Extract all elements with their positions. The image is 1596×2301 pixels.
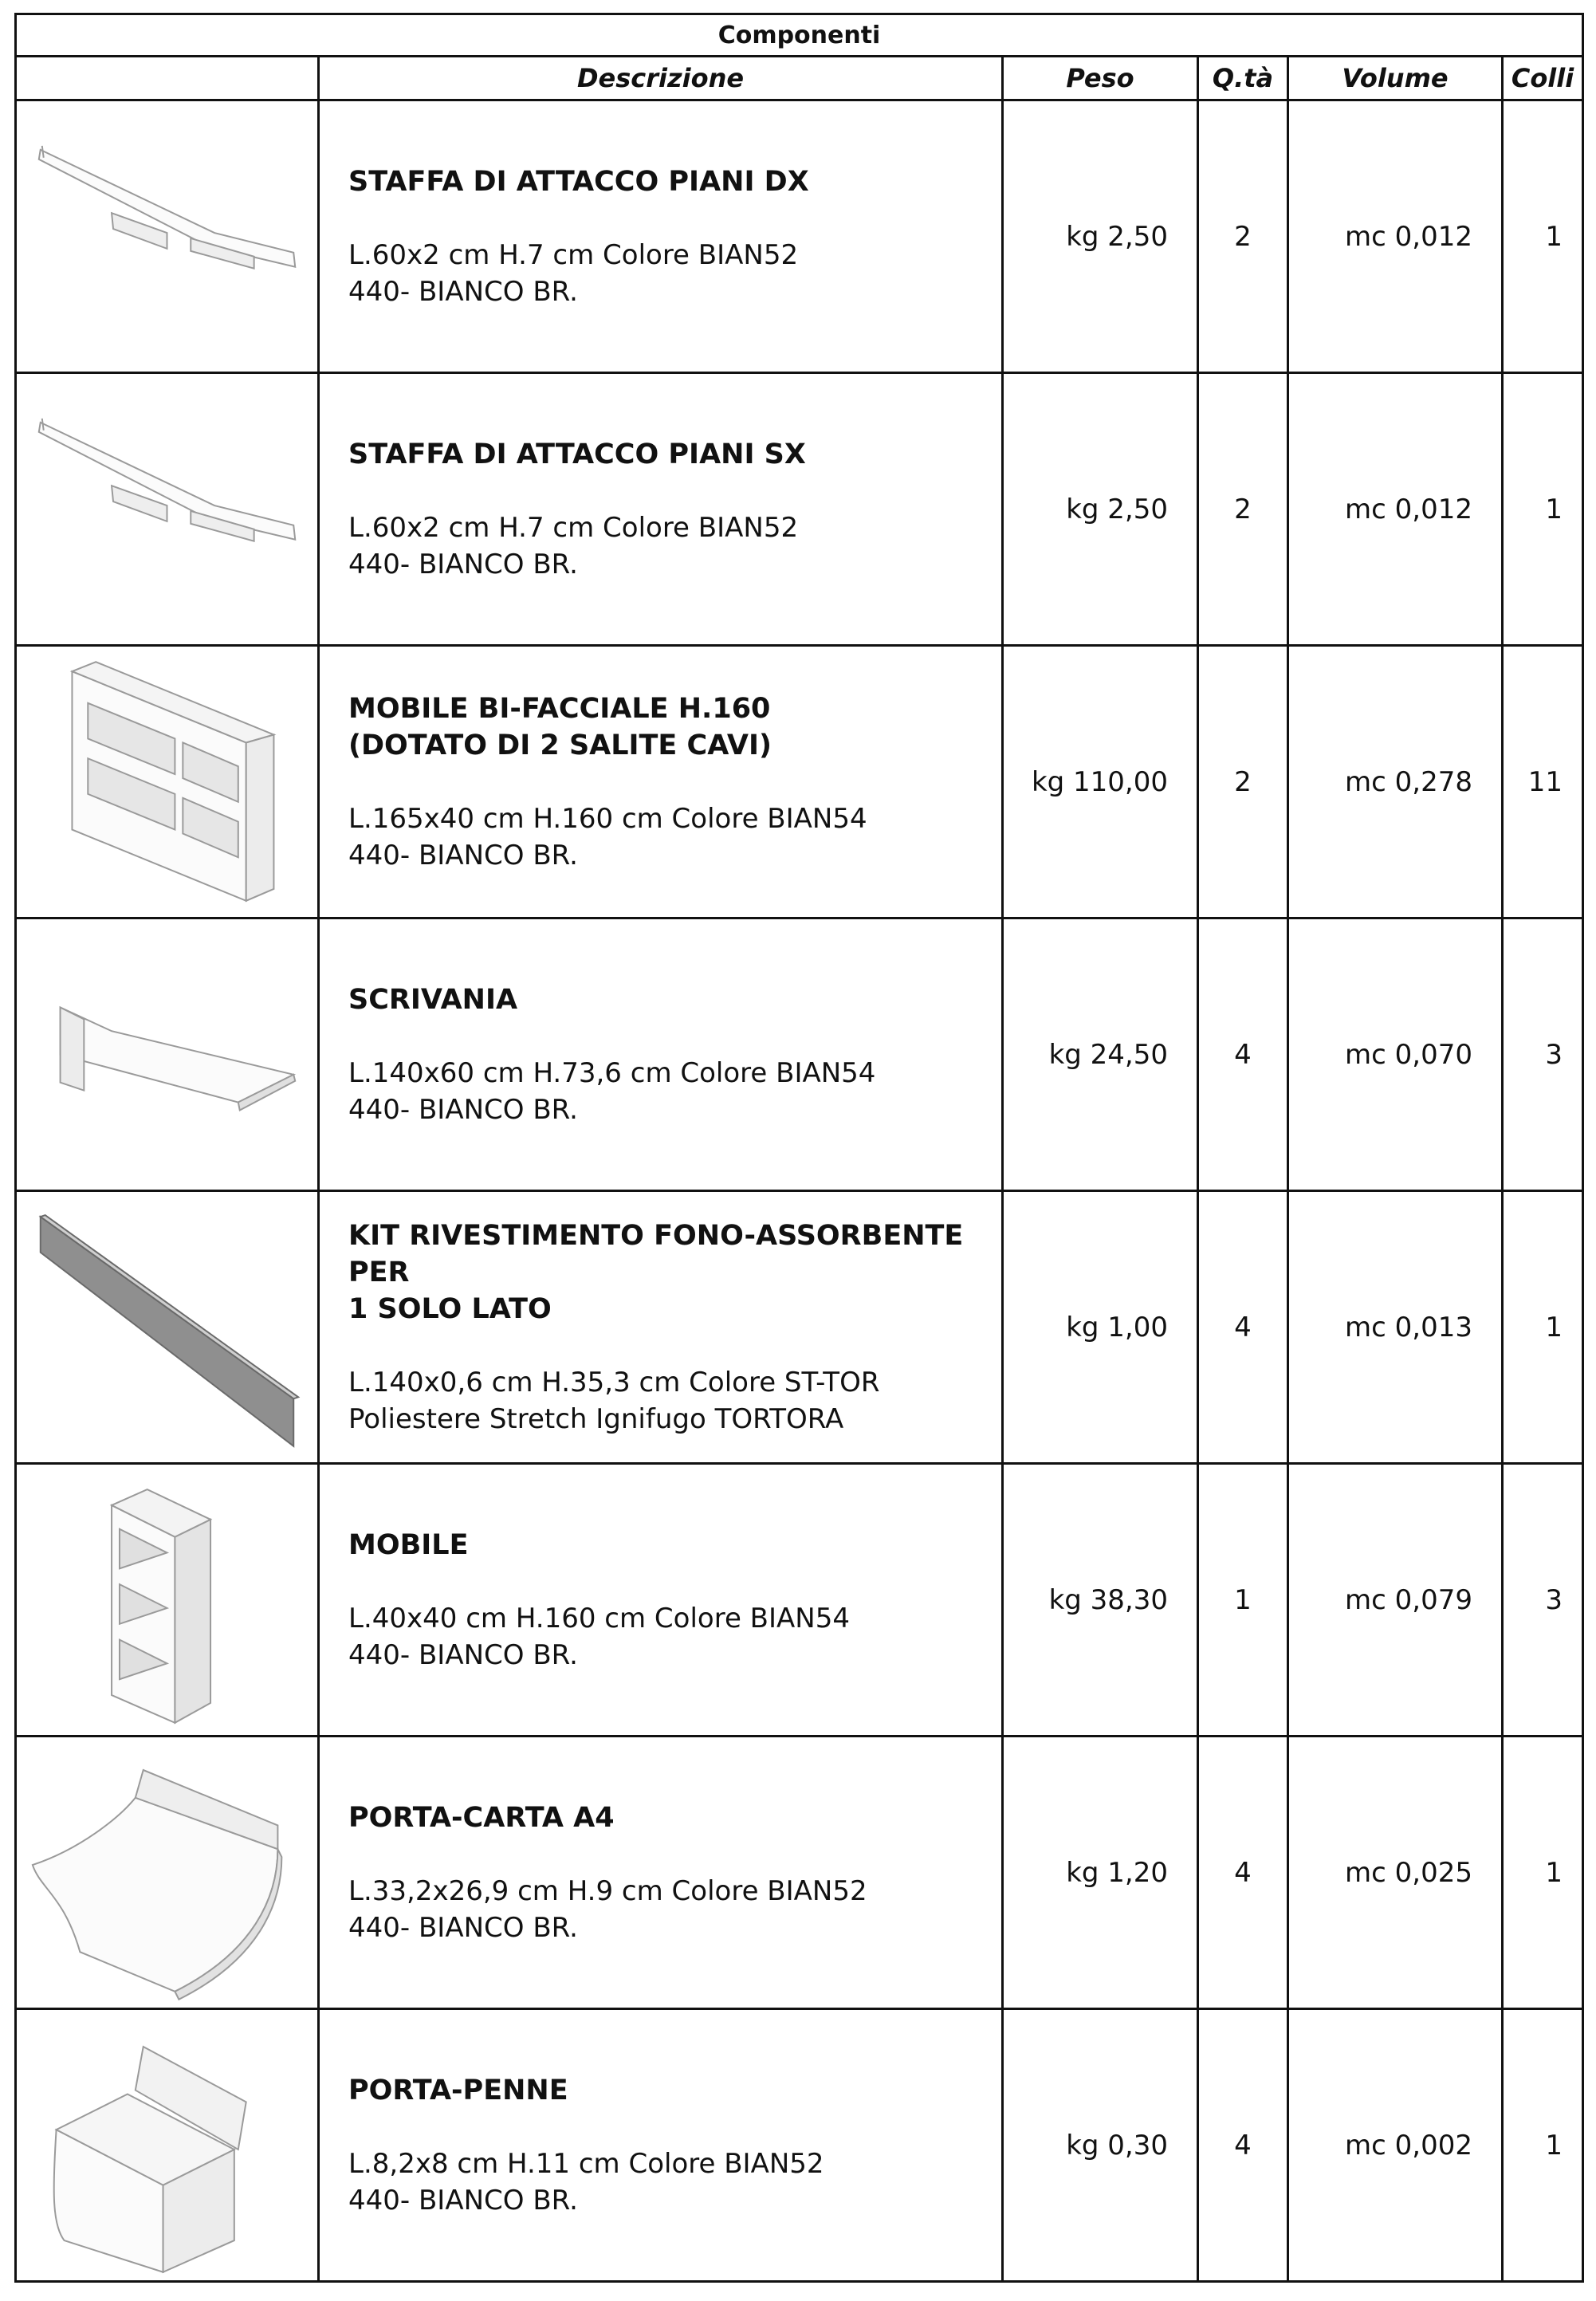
volume-value: mc 0,012	[1288, 373, 1503, 646]
product-name	[348, 436, 985, 473]
product-spec: L.40x40 cm H.160 cm Colore BIAN54	[348, 1602, 850, 1634]
product-spec: L.140x0,6 cm H.35,3 cm Colore ST-TOR	[348, 1366, 880, 1398]
volume-value: mc 0,070	[1288, 918, 1503, 1191]
table-row	[16, 1737, 1583, 2009]
product-finish: Poliestere Stretch Ignifugo TORTORA	[348, 1402, 844, 1435]
product-name-line: KIT RIVESTIMENTO FONO-ASSORBENTE PER	[348, 1219, 964, 1288]
quantity-value: 2	[1198, 646, 1288, 918]
header-volume: Volume	[1288, 57, 1503, 100]
product-image-cell	[16, 1191, 319, 1464]
product-finish: 440- BIANCO BR.	[348, 839, 578, 871]
product-image-cell	[16, 373, 319, 646]
table-header-row	[16, 57, 1583, 100]
quantity-value: 2	[1198, 373, 1288, 646]
product-image-cell	[16, 1737, 319, 2009]
volume-value: mc 0,002	[1288, 2009, 1503, 2282]
product-name	[348, 1527, 985, 1564]
header-weight: Peso	[1003, 57, 1198, 100]
description-cell	[319, 1191, 1003, 1464]
wall-bracket-image	[17, 374, 317, 644]
product-spec: L.33,2x26,9 cm H.9 cm Colore BIAN52	[348, 1874, 867, 1907]
pen-holder-image	[17, 2010, 317, 2280]
weight-value: kg 110,00	[1003, 646, 1198, 918]
product-name-line: PORTA-CARTA A4	[348, 1801, 615, 1834]
product-finish: 440- BIANCO BR.	[348, 275, 578, 308]
packages-value: 1	[1503, 1737, 1583, 2009]
product-finish: 440- BIANCO BR.	[348, 2184, 578, 2216]
volume-value: mc 0,013	[1288, 1191, 1503, 1464]
product-spec: L.8,2x8 cm H.11 cm Colore BIAN52	[348, 2147, 824, 2180]
header-image	[16, 57, 319, 100]
packages-value: 1	[1503, 373, 1583, 646]
acoustic-panel-image	[17, 1192, 317, 1462]
product-finish: 440- BIANCO BR.	[348, 548, 578, 580]
product-name	[348, 163, 985, 200]
quantity-value: 4	[1198, 918, 1288, 1191]
product-image-cell	[16, 918, 319, 1191]
table-row	[16, 1464, 1583, 1737]
quantity-value: 1	[1198, 1464, 1288, 1737]
volume-value: mc 0,025	[1288, 1737, 1503, 2009]
volume-value: mc 0,278	[1288, 646, 1503, 918]
packages-value: 3	[1503, 918, 1583, 1191]
product-spec: L.60x2 cm H.7 cm Colore BIAN52	[348, 511, 799, 544]
wall-bracket-image	[17, 101, 317, 372]
weight-value: kg 1,20	[1003, 1737, 1198, 2009]
weight-value: kg 0,30	[1003, 2009, 1198, 2282]
product-name-line: (DOTATO DI 2 SALITE CAVI)	[348, 729, 772, 761]
components-table	[14, 13, 1584, 2283]
packages-value: 11	[1503, 646, 1583, 918]
volume-value: mc 0,012	[1288, 100, 1503, 373]
product-image-cell	[16, 100, 319, 373]
quantity-value: 4	[1198, 2009, 1288, 2282]
product-image-cell	[16, 1464, 319, 1737]
product-name	[348, 2072, 985, 2109]
product-name-line: STAFFA DI ATTACCO PIANI SX	[348, 438, 806, 470]
description-cell	[319, 100, 1003, 373]
weight-value: kg 1,00	[1003, 1191, 1198, 1464]
product-image-cell	[16, 2009, 319, 2282]
product-name	[348, 981, 985, 1018]
packages-value: 3	[1503, 1464, 1583, 1737]
table-row	[16, 918, 1583, 1191]
description-cell	[319, 1737, 1003, 2009]
packages-value: 1	[1503, 2009, 1583, 2282]
header-description: Descrizione	[319, 57, 1003, 100]
description-cell	[319, 373, 1003, 646]
description-cell	[319, 2009, 1003, 2282]
components-sheet	[14, 13, 1582, 2288]
product-name	[348, 690, 985, 764]
paper-tray-image	[17, 1737, 317, 2008]
table-row	[16, 1191, 1583, 1464]
product-name	[348, 1217, 985, 1328]
product-spec: L.60x2 cm H.7 cm Colore BIAN52	[348, 238, 799, 271]
product-image-cell	[16, 646, 319, 918]
product-spec: L.165x40 cm H.160 cm Colore BIAN54	[348, 802, 867, 835]
quantity-value: 2	[1198, 100, 1288, 373]
description-cell	[319, 918, 1003, 1191]
table-body	[16, 100, 1583, 2282]
double-sided-cabinet-image	[17, 647, 317, 917]
header-packages: Colli	[1503, 57, 1583, 100]
product-spec: L.140x60 cm H.73,6 cm Colore BIAN54	[348, 1056, 876, 1089]
quantity-value: 4	[1198, 1737, 1288, 2009]
product-finish: 440- BIANCO BR.	[348, 1093, 578, 1126]
packages-value: 1	[1503, 1191, 1583, 1464]
product-name	[348, 1800, 985, 1836]
description-cell	[319, 646, 1003, 918]
table-row	[16, 373, 1583, 646]
description-cell	[319, 1464, 1003, 1737]
product-name-line: SCRIVANIA	[348, 983, 518, 1016]
weight-value: kg 24,50	[1003, 918, 1198, 1191]
header-quantity: Q.tà	[1198, 57, 1288, 100]
product-name-line: MOBILE	[348, 1528, 469, 1561]
desk-image	[17, 919, 317, 1190]
product-finish: 440- BIANCO BR.	[348, 1911, 578, 1944]
table-row	[16, 100, 1583, 373]
table-row	[16, 2009, 1583, 2282]
product-finish: 440- BIANCO BR.	[348, 1638, 578, 1671]
product-name-line: STAFFA DI ATTACCO PIANI DX	[348, 165, 809, 198]
product-name-line: 1 SOLO LATO	[348, 1292, 552, 1325]
cabinet-image	[17, 1465, 317, 1735]
weight-value: kg 2,50	[1003, 100, 1198, 373]
weight-value: kg 38,30	[1003, 1464, 1198, 1737]
quantity-value: 4	[1198, 1191, 1288, 1464]
table-title-row	[16, 14, 1583, 57]
product-name-line: PORTA-PENNE	[348, 2074, 568, 2106]
table-title: Componenti	[16, 14, 1583, 57]
weight-value: kg 2,50	[1003, 373, 1198, 646]
product-name-line: MOBILE BI-FACCIALE H.160	[348, 692, 771, 725]
table-row	[16, 646, 1583, 918]
packages-value: 1	[1503, 100, 1583, 373]
volume-value: mc 0,079	[1288, 1464, 1503, 1737]
